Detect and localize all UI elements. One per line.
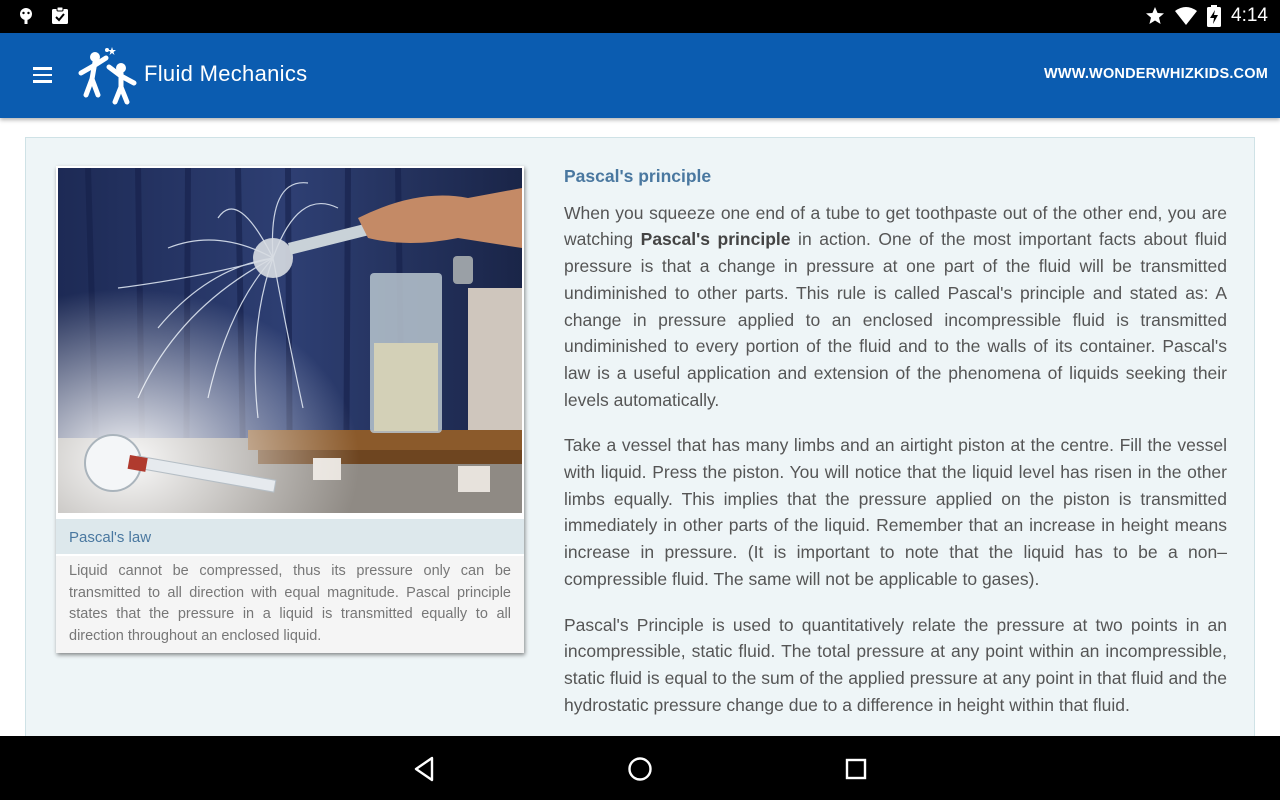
article (54, 163, 1227, 736)
figure-caption-text: Liquid cannot be compressed, thus its pressure only can be transmitted to all direction with equal magnitude. Pascal principle states that the pressure in a liquid is transmitted equally to all direction throughout an enclosed liquid. (56, 556, 524, 653)
android-debug-icon (16, 6, 36, 26)
bold-term: Pascal's principle (640, 229, 791, 250)
app-title: Fluid Mechanics (144, 61, 308, 86)
home-icon[interactable] (625, 754, 655, 784)
hamburger-menu-icon[interactable] (28, 61, 58, 91)
wifi-icon (1175, 6, 1197, 26)
paragraph-3: Pascal's Principle is used to quantitatively relate the pressure at two points in an incompressible, static fluid. The total pressure at any point within an incompressible, static fluid is equal to the sum of the applied pressure at any point in that fluid and the hydrostatic pressure change due to a difference in height within that fluid. (564, 614, 1227, 715)
navigation-bar (0, 736, 1280, 800)
app-bar (0, 33, 1280, 118)
status-bar (0, 0, 1280, 33)
website-link[interactable]: WWW.WONDERWHIZKIDS.COM (1043, 66, 1268, 82)
star-icon (1145, 6, 1165, 26)
clipboard-check-icon (50, 6, 70, 26)
content-panel (25, 137, 1255, 736)
back-icon[interactable] (410, 754, 440, 784)
paragraph-2: Take a vessel that has many limbs and an airtight piston at the centre. Fill the vessel with liquid. Press the piston. You will notice that the liquid level has risen in the other limbs equally. This implies that the pressure applied on the piston is transmitted immediately in other parts of the liquid. Remember that an increase in height means increase in pressure. (It is important to note that the liquid has to be a non–compressible fluid. The same will not be applicable to gases). (564, 435, 1227, 589)
paragraph-1: When you squeeze one end of a tube to get toothpaste out of the other end, you are watching Pascal's principle in action. One of the most important facts about fluid pressure is that a change in pressure at one part of the fluid will be transmitted undiminished to other parts. This rule is called Pascal's principle and stated as: A change in pressure applied to an enclosed incompressible fluid is transmitted undiminished to every portion of the fluid and to the walls of its container. Pascal's law is a useful application and extension of the phenomena of liquids seeking their levels automatically. (564, 202, 1228, 410)
section-heading: Pascal's principle (564, 166, 712, 186)
status-time: 4:14 (1231, 5, 1268, 26)
kids-logo-icon (78, 45, 140, 105)
content-area[interactable] (0, 118, 1280, 736)
figure-caption-title: Pascal's law (56, 519, 524, 554)
battery-charging-icon (1207, 5, 1221, 27)
recents-icon[interactable] (841, 754, 871, 784)
